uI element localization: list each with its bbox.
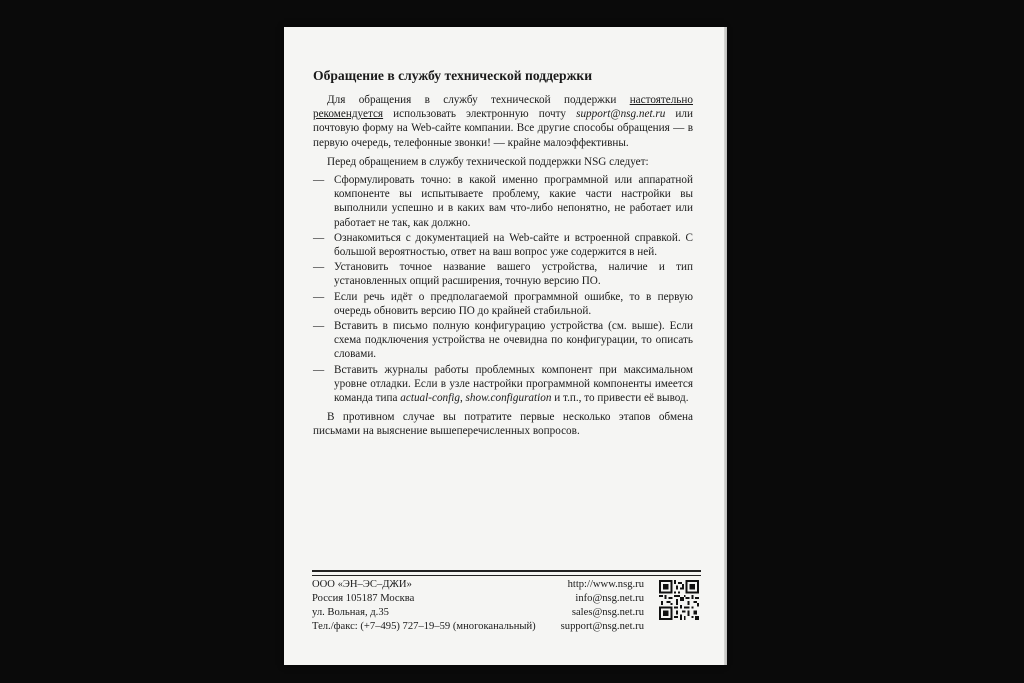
dash-marker: — — [313, 320, 325, 333]
dash-marker: — — [313, 231, 325, 244]
list-item — [313, 319, 693, 362]
support-email: support@nsg.net.ru — [576, 108, 666, 121]
command-show-configuration: show.configuration — [465, 392, 552, 405]
sales-email: sales@nsg.net.ru — [571, 607, 644, 618]
footer-contacts — [546, 578, 644, 634]
page-title: Обращение в службу технической поддержки — [313, 68, 593, 83]
intro-text-3: или почтовую форму на Web-сайте компании. Все другие способы обращения — в первую очередь, телефонные звонки! — крайне малоэффективны. — [313, 108, 693, 149]
page-content — [313, 68, 693, 439]
company-name: ООО «ЭН–ЭС–ДЖИ» — [312, 579, 412, 590]
dash-marker: — — [313, 363, 325, 376]
support-email-footer: support@nsg.net.ru — [560, 621, 644, 632]
address-street: ул. Вольная, д.35 — [312, 607, 389, 618]
step-text-end: и т.п., то привести её вывод. — [551, 392, 689, 405]
info-email: info@nsg.net.ru — [575, 593, 644, 604]
command-actual-config: actual-config — [400, 392, 460, 405]
dash-marker: — — [313, 290, 325, 303]
step-separator: , — [459, 392, 466, 405]
address-city: Россия 105187 Москва — [312, 593, 415, 604]
booklet-page — [284, 27, 724, 665]
footer-rule — [312, 570, 701, 576]
qr-code-icon — [659, 580, 699, 620]
dash-marker: — — [313, 174, 325, 187]
step-text: Вставить в письмо полную конфигурацию устройства (см. выше). Если схема подключения устройства не очевидна по конфигурации, то описать словами. — [334, 320, 693, 361]
step-text: Вставить журналы работы проблемных компонент при максимальном уровне отладки. Если в узле настройки программной компоненты имеется команда типа — [334, 363, 693, 405]
intro-emphasis: настоятельно рекомендуется — [313, 94, 693, 121]
intro-paragraph — [313, 93, 693, 150]
phone-fax: Тел./факс: (+7–495) 727–19–59 (многоканальный) — [312, 621, 536, 632]
website-link: http://www.nsg.ru — [567, 579, 644, 590]
list-item — [313, 260, 693, 288]
footer-address — [312, 578, 536, 634]
list-item — [313, 363, 693, 406]
steps-list — [313, 173, 693, 405]
intro-text-2: использовать электронную почту — [383, 108, 577, 121]
list-item — [313, 290, 693, 318]
intro-text-1: Для обращения в службу технической поддержки — [327, 94, 630, 106]
list-item — [313, 231, 693, 259]
step-text: Ознакомиться с документацией на Web-сайте и встроенной справкой. С большой вероятностью, ответ на ваш вопрос уже содержится в ней. — [334, 231, 693, 259]
step-text: Сформулировать точно: в какой именно программной или аппаратной компоненте вы испытываете проблему, какие части настройки вы выполнили успешно и в каких вам что-либо непонятно, не работает или работает не так, как должно. — [334, 174, 693, 229]
closing-paragraph: В противном случае вы потратите первые несколько этапов обмена письмами на выяснение вышеперечисленных вопросов. — [313, 411, 693, 438]
lead-paragraph: Перед обращением в службу технической поддержки NSG следует: — [327, 155, 649, 168]
step-text: Если речь идёт о предполагаемой программной ошибке, то в первую очередь обновить версию ПО до крайней стабильной. — [334, 290, 693, 317]
step-text: Установить точное название вашего устройства, наличие и тип установленных опций расширения, точную версию ПО. — [334, 261, 693, 288]
list-item — [313, 173, 693, 230]
dash-marker: — — [313, 261, 325, 274]
